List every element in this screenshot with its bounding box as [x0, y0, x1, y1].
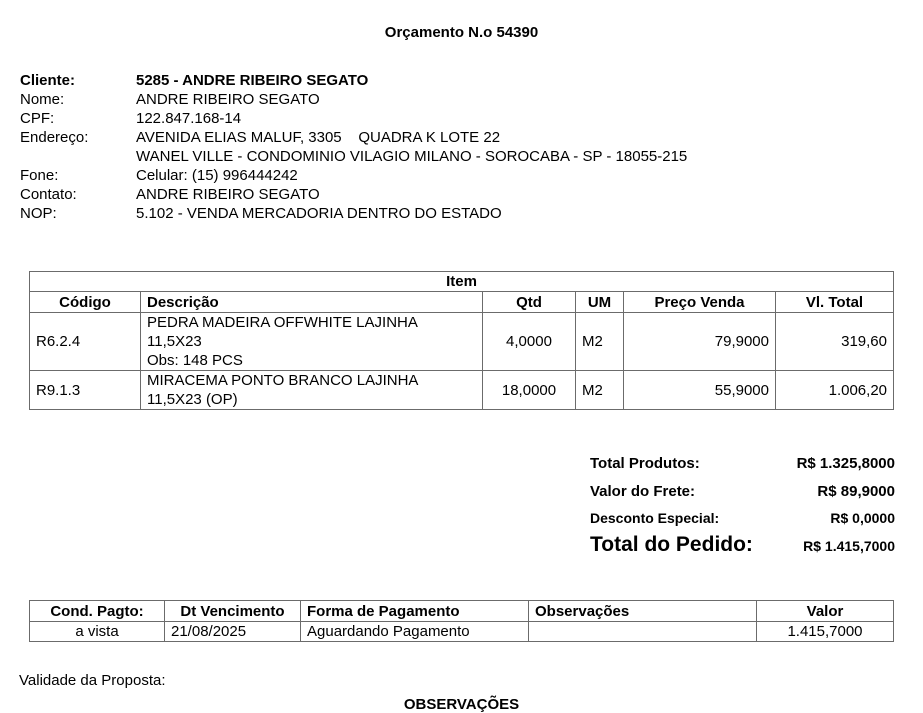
payment-forma: Aguardando Pagamento [301, 622, 529, 642]
col-venc-header: Dt Vencimento [165, 601, 301, 622]
col-forma-header: Forma de Pagamento [301, 601, 529, 622]
cpf-label: CPF: [20, 110, 55, 127]
nop-value: 5.102 - VENDA MERCADORIA DENTRO DO ESTADO [136, 205, 502, 222]
item-codigo: R9.1.3 [30, 371, 141, 410]
item-preco: 55,9000 [624, 371, 776, 410]
item-desc-line1: MIRACEMA PONTO BRANCO LAJINHA [147, 372, 419, 389]
total-pedido-label: Total do Pedido: [590, 533, 753, 556]
observacoes-title: OBSERVAÇÕES [403, 696, 520, 713]
cliente-label: Cliente: [20, 72, 76, 89]
items-group-header-row [30, 272, 894, 292]
item-codigo: R6.2.4 [30, 313, 141, 371]
cliente-row [20, 71, 687, 90]
col-cond-header: Cond. Pagto: [30, 601, 165, 622]
nome-row [20, 90, 687, 109]
col-um-header: UM [576, 292, 624, 313]
item-qtd: 18,0000 [483, 371, 576, 410]
item-desc-line1: PEDRA MADEIRA OFFWHITE LAJINHA [147, 314, 418, 331]
col-total-header: Vl. Total [776, 292, 894, 313]
item-desc-line2: 11,5X23 (OP) [147, 391, 238, 408]
item-um: M2 [576, 313, 624, 371]
items-header-row [30, 292, 894, 313]
items-group-header: Item [30, 272, 894, 292]
validade-label: Validade da Proposta: [19, 672, 166, 689]
contato-row [20, 185, 687, 204]
table-row [30, 371, 894, 410]
payment-header-row [30, 601, 894, 622]
col-qtd-header: Qtd [483, 292, 576, 313]
total-produtos-label: Total Produtos: [590, 455, 700, 472]
fone-label: Fone: [20, 167, 59, 184]
endereco-line2: WANEL VILLE - CONDOMINIO VILAGIO MILANO - SOROCABA - SP - 18055-215 [136, 148, 688, 165]
payment-table [29, 600, 894, 642]
total-produtos-value: R$ 1.325,8000 [796, 455, 895, 472]
endereco-label: Endereço: [20, 129, 89, 146]
desconto-row [590, 500, 895, 526]
item-descricao [141, 313, 483, 371]
item-total: 319,60 [776, 313, 894, 371]
cpf-row [20, 109, 687, 128]
item-um: M2 [576, 371, 624, 410]
endereco-line1: AVENIDA ELIAS MALUF, 3305 QUADRA K LOTE 22 [136, 129, 501, 146]
total-produtos-row [590, 450, 895, 472]
payment-valor: 1.415,7000 [757, 622, 894, 642]
payment-cond: a vista [30, 622, 165, 642]
desconto-label: Desconto Especial: [590, 510, 720, 526]
frete-row [590, 472, 895, 500]
item-preco: 79,9000 [624, 313, 776, 371]
cpf-value: 122.847.168-14 [136, 110, 242, 127]
item-total: 1.006,20 [776, 371, 894, 410]
item-obs: Obs: 148 PCS [147, 352, 243, 369]
contato-label: Contato: [20, 186, 77, 203]
nome-value: ANDRE RIBEIRO SEGATO [136, 91, 320, 108]
col-obs-header: Observações [529, 601, 757, 622]
endereco-row-2 [20, 147, 687, 166]
payment-obs [529, 622, 757, 642]
nop-row [20, 204, 687, 223]
desconto-value: R$ 0,0000 [830, 510, 895, 526]
contato-value: ANDRE RIBEIRO SEGATO [136, 186, 320, 203]
table-row [30, 313, 894, 371]
item-qtd: 4,0000 [483, 313, 576, 371]
nop-label: NOP: [20, 205, 57, 222]
totals-block [590, 450, 895, 557]
col-descricao-header: Descrição [141, 292, 483, 313]
item-descricao [141, 371, 483, 410]
col-codigo-header: Código [30, 292, 141, 313]
fone-row [20, 166, 687, 185]
item-desc-line2: 11,5X23 [147, 333, 202, 350]
frete-label: Valor do Frete: [590, 483, 696, 500]
payment-venc: 21/08/2025 [165, 622, 301, 642]
table-row [30, 622, 894, 642]
total-pedido-value: R$ 1.415,7000 [803, 538, 895, 554]
customer-info [20, 71, 687, 223]
fone-value: Celular: (15) 996444242 [136, 167, 298, 184]
nome-label: Nome: [20, 91, 65, 108]
frete-value: R$ 89,9000 [817, 483, 895, 500]
endereco-row [20, 128, 687, 147]
cliente-value: 5285 - ANDRE RIBEIRO SEGATO [136, 72, 369, 89]
items-table [29, 271, 894, 410]
document-title: Orçamento N.o 54390 [384, 24, 539, 41]
col-preco-header: Preço Venda [624, 292, 776, 313]
total-pedido-row [590, 526, 895, 557]
col-valor-header: Valor [757, 601, 894, 622]
